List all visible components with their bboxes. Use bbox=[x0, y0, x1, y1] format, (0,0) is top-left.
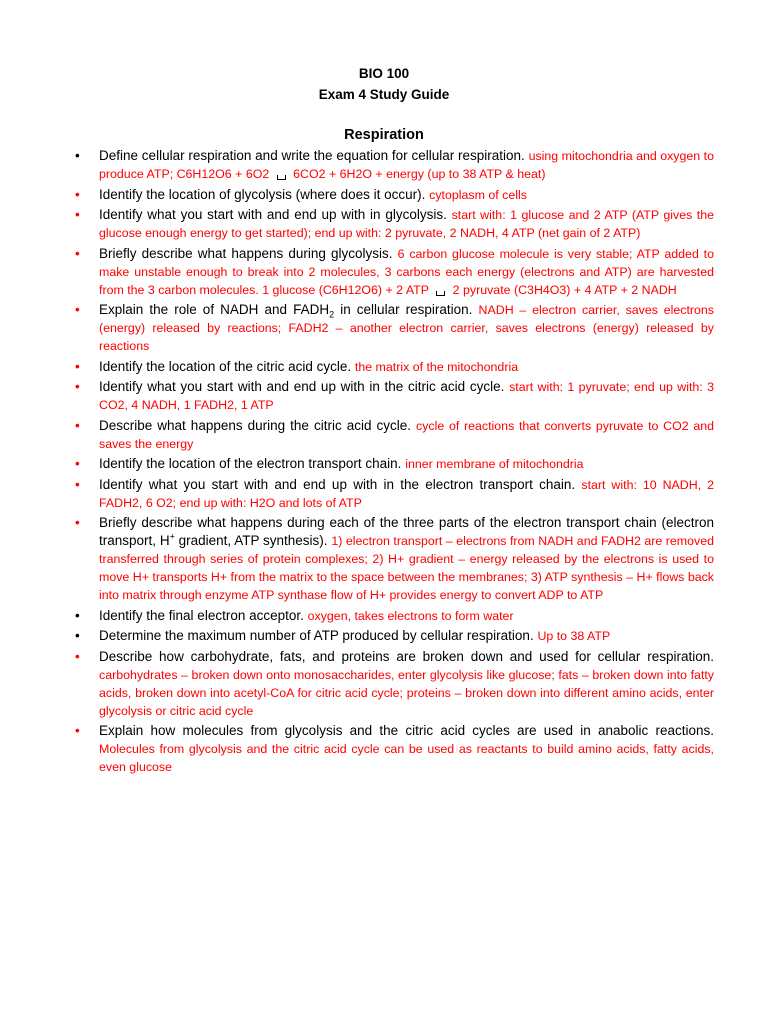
list-item bbox=[75, 186, 714, 204]
list-item bbox=[75, 476, 714, 512]
answer-text: inner membrane of mitochondria bbox=[405, 457, 584, 471]
question-text: Identify what you start with and end up with in glycolysis. bbox=[99, 207, 452, 222]
list-item bbox=[75, 514, 714, 604]
list-item bbox=[75, 722, 714, 776]
yields-arrow-icon bbox=[436, 291, 445, 296]
question-text: Identify the location of the citric acid cycle. bbox=[99, 358, 355, 374]
bullet-icon: • bbox=[75, 417, 80, 433]
question-text: Identify what you start with and end up with in the citric acid cycle. bbox=[99, 379, 510, 394]
answer-text: 6CO2 + 6H2O + energy (up to 38 ATP & heat) bbox=[289, 167, 546, 181]
bullet-icon: • bbox=[75, 245, 80, 261]
answer-text: cycle of reactions that converts pyruvate to CO2 and saves the energy bbox=[99, 418, 714, 451]
answer-text: 2 pyruvate (C3H4O3) + 4 ATP + 2 NADH bbox=[449, 282, 677, 297]
list-item bbox=[75, 358, 714, 376]
list-item bbox=[75, 648, 714, 720]
question-text: Explain how molecules from glycolysis and the citric acid cycles are used in anabolic reactions. bbox=[99, 723, 714, 738]
list-item bbox=[75, 301, 715, 355]
list-item bbox=[75, 378, 714, 414]
answer-text: carbohydrates – broken down onto monosaccharides, enter glycolysis like glucose; fats – broken down into fatty acids, broken down into acetyl-CoA for citric acid cycle; proteins – broken down into different amino acids, enter glycolysis or citric acid cycle bbox=[99, 667, 714, 718]
question-text: gradient, ATP synthesis). bbox=[174, 533, 332, 548]
question-text: Describe what happens during the citric acid cycle. bbox=[99, 417, 417, 433]
list-item bbox=[75, 607, 714, 625]
answer-text: oxygen, takes electrons to form water bbox=[307, 608, 514, 623]
course-title: BIO 100 bbox=[358, 66, 410, 81]
answer-text: start with: 1 glucose and 2 ATP (ATP gives the glucose enough energy to get started); end up with: 2 pyruvate, 2 NADH, 4 ATP (net gain of 2 ATP) bbox=[99, 208, 714, 240]
bullet-icon: • bbox=[75, 379, 80, 394]
bullet-icon: • bbox=[75, 207, 80, 222]
superscript: + bbox=[169, 531, 175, 542]
answer-text: Up to 38 ATP bbox=[537, 629, 611, 643]
bullet-icon: • bbox=[75, 628, 80, 643]
answer-text: start with: 10 NADH, 2 FADH2, 6 O2; end up with: H2O and lots of ATP bbox=[99, 477, 714, 510]
yields-arrow-icon bbox=[277, 175, 286, 180]
list-item bbox=[75, 245, 714, 299]
question-text: Identify the final electron acceptor. bbox=[99, 607, 308, 623]
subscript: 2 bbox=[329, 309, 335, 320]
question-text: Identify the location of the electron transport chain. bbox=[99, 456, 406, 471]
question-text: Identify the location of glycolysis (where does it occur). bbox=[99, 186, 430, 202]
answer-text: start with: 1 pyruvate; end up with: 3 CO2, 4 NADH, 1 FADH2, 1 ATP bbox=[99, 380, 714, 412]
section-heading: Respiration bbox=[344, 127, 424, 143]
answer-text: NADH – electron carrier, saves electrons (energy) released by reactions; FADH2 – another electron carrier, saves electrons (energy) released by reactions bbox=[99, 303, 715, 353]
list-item bbox=[75, 147, 714, 183]
list-item bbox=[75, 627, 714, 645]
bullet-icon: • bbox=[75, 648, 80, 664]
bullet-icon: • bbox=[75, 186, 80, 202]
question-text: Briefly describe what happens during each of the three parts of the electron transport chain (electron transport, H bbox=[99, 515, 714, 548]
bullet-icon: • bbox=[75, 302, 80, 317]
list-item bbox=[75, 455, 714, 473]
document-title: Exam 4 Study Guide bbox=[318, 87, 450, 102]
bullet-icon: • bbox=[75, 358, 80, 374]
question-text: Define cellular respiration and write the equation for cellular respiration. bbox=[99, 148, 529, 163]
question-text: Determine the maximum number of ATP produced by cellular respiration. bbox=[99, 628, 538, 643]
bullet-icon: • bbox=[75, 148, 80, 163]
answer-text: 1) electron transport – electrons from NADH and FADH2 are removed transferred through series of protein complexes; 2) H+ gradient – energy released by the electrons is used to move H+ transports H+ from the matrix to the space between the membranes; 3) ATP synthesis – H+ flows back into matrix through enzyme ATP synthase flow of H+ provides energy to convert ADP to ATP bbox=[99, 534, 714, 602]
bullet-icon: • bbox=[75, 723, 80, 738]
answer-text: 6 carbon glucose molecule is very stable; ATP added to make unstable enough to break into 2 molecules, 3 carbons each energy (electrons and ATP) are harvested from the 3 carbon molecules. 1 glucose (C6H12O6) + 2 ATP bbox=[99, 246, 714, 297]
answer-text: cytoplasm of cells bbox=[429, 187, 527, 202]
bullet-icon: • bbox=[75, 607, 80, 623]
answer-text: Molecules from glycolysis and the citric acid cycle can be used as reactants to build amino acids, fatty acids, even glucose bbox=[99, 742, 714, 774]
question-text: Explain the role of NADH and FADH bbox=[99, 302, 330, 317]
answer-text: the matrix of the mitochondria bbox=[354, 359, 519, 374]
question-text: Briefly describe what happens during glycolysis. bbox=[99, 245, 398, 261]
question-text: Identify what you start with and end up with in the electron transport chain. bbox=[99, 476, 582, 492]
bullet-icon: • bbox=[75, 456, 80, 471]
bullet-icon: • bbox=[75, 515, 80, 530]
answer-text: using mitochondria and oxygen to produce ATP; C6H12O6 + 6O2 bbox=[99, 149, 714, 181]
study-question-list bbox=[75, 147, 715, 779]
question-text: in cellular respiration. bbox=[334, 302, 479, 317]
bullet-icon: • bbox=[75, 476, 80, 492]
list-item bbox=[75, 206, 714, 242]
question-text: Describe how carbohydrate, fats, and proteins are broken down and used for cellular respiration. bbox=[99, 648, 714, 664]
list-item bbox=[75, 417, 714, 453]
